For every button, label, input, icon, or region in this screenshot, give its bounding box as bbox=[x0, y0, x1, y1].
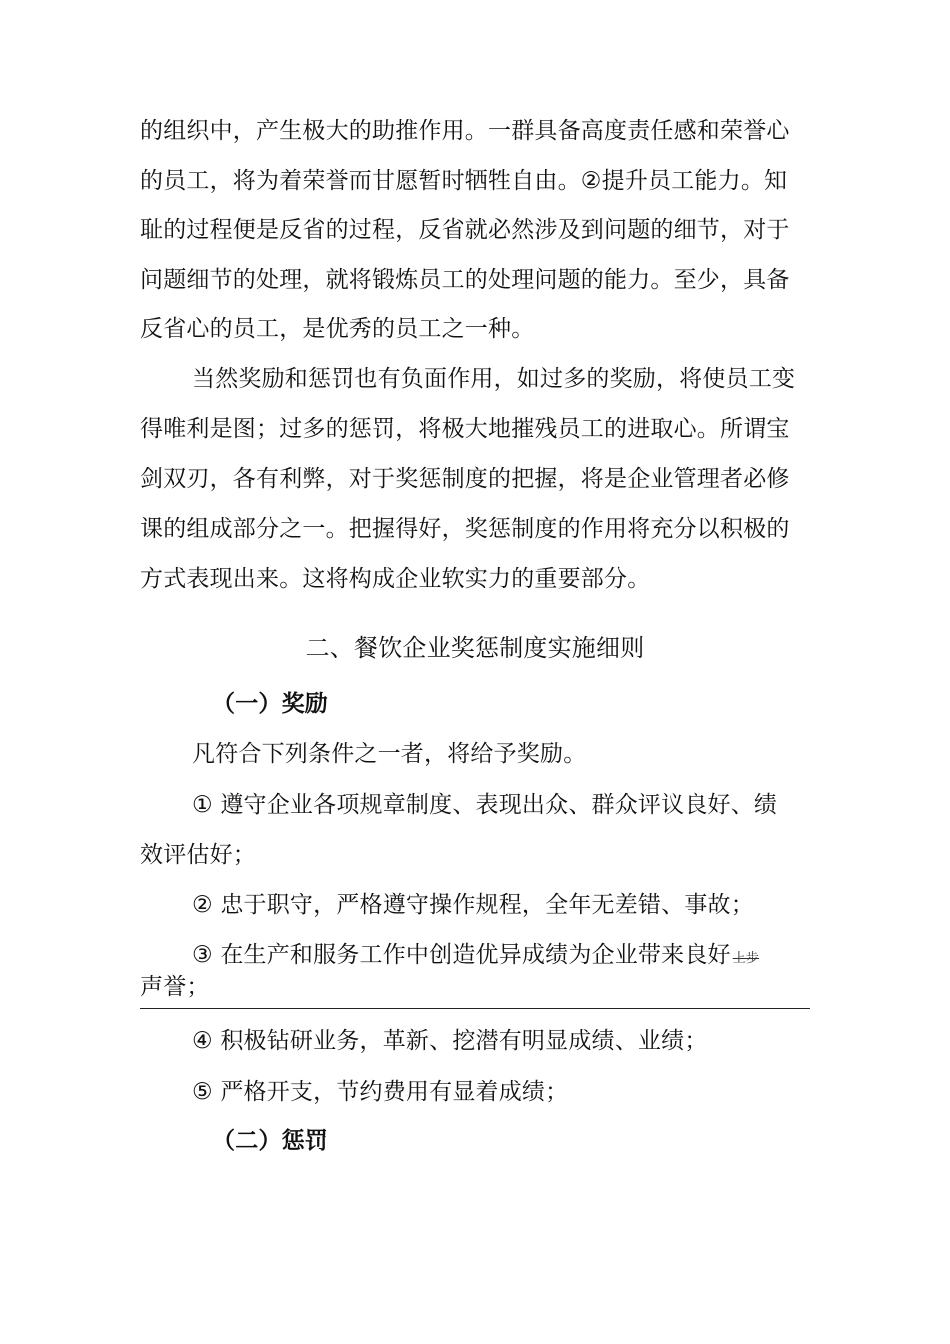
paragraph-1-line-5: 反省心的员工，是优秀的员工之一种。 bbox=[140, 316, 535, 342]
paragraph-2-line-2: 得唯利是图；过多的惩罚，将极大地摧残员工的进取心。所谓宝 bbox=[140, 416, 790, 442]
paragraph-1-line-3: 耻的过程便是反省的过程，反省就必然涉及到问题的细节，对于 bbox=[140, 217, 790, 243]
reward-item-1-line-2: 效评估好； bbox=[140, 842, 256, 868]
section-heading: 二、餐饮企业奖惩制度实施细则 bbox=[305, 634, 645, 662]
reward-item-3-text: ③ 在生产和服务工作中创造优异成绩为企业带来良好 bbox=[192, 942, 731, 968]
reward-item-4: ④ 积极钻研业务，革新、挖潜有明显成绩、业绩； bbox=[192, 1028, 708, 1054]
reward-item-3-line-1 bbox=[192, 940, 759, 974]
horizontal-rule bbox=[140, 1008, 810, 1009]
paragraph-1-line-1: 的组织中，产生极大的助推作用。一群具备高度责任感和荣誉心 bbox=[140, 118, 790, 144]
reward-item-1-line-1: ① 遵守企业各项规章制度、表现出众、群众评议良好、绩 bbox=[192, 792, 778, 818]
paragraph-2-line-5: 方式表现出来。这将构成企业软实力的重要部分。 bbox=[140, 566, 651, 592]
paragraph-2-line-3: 剑双刃，各有利弊，对于奖惩制度的把握，将是企业管理者必修 bbox=[140, 466, 790, 492]
reward-item-2: ② 忠于职守，严格遵守操作规程，全年无差错、事故； bbox=[192, 892, 754, 918]
reward-heading: （一）奖励 bbox=[212, 691, 328, 717]
penalty-heading: （二）惩罚 bbox=[212, 1128, 328, 1154]
paragraph-1-line-4: 问题细节的处理，就将锻炼员工的处理问题的能力。至少，具备 bbox=[140, 267, 790, 293]
strikethrough-text: 上步 bbox=[732, 951, 760, 966]
reward-item-3-line-2: 声誉； bbox=[140, 974, 210, 1000]
paragraph-2-line-4: 课的组成部分之一。把握得好，奖惩制度的作用将充分以积极的 bbox=[140, 516, 790, 542]
reward-intro: 凡符合下列条件之一者，将给予奖励。 bbox=[192, 741, 587, 767]
paragraph-2-line-1: 当然奖励和惩罚也有负面作用，如过多的奖励，将使员工变 bbox=[192, 366, 796, 392]
reward-item-5: ⑤ 严格开支，节约费用有显着成绩； bbox=[192, 1079, 569, 1105]
paragraph-1-line-2: 的员工，将为着荣誉而甘愿暂时牺牲自由。②提升员工能力。知 bbox=[140, 168, 788, 194]
